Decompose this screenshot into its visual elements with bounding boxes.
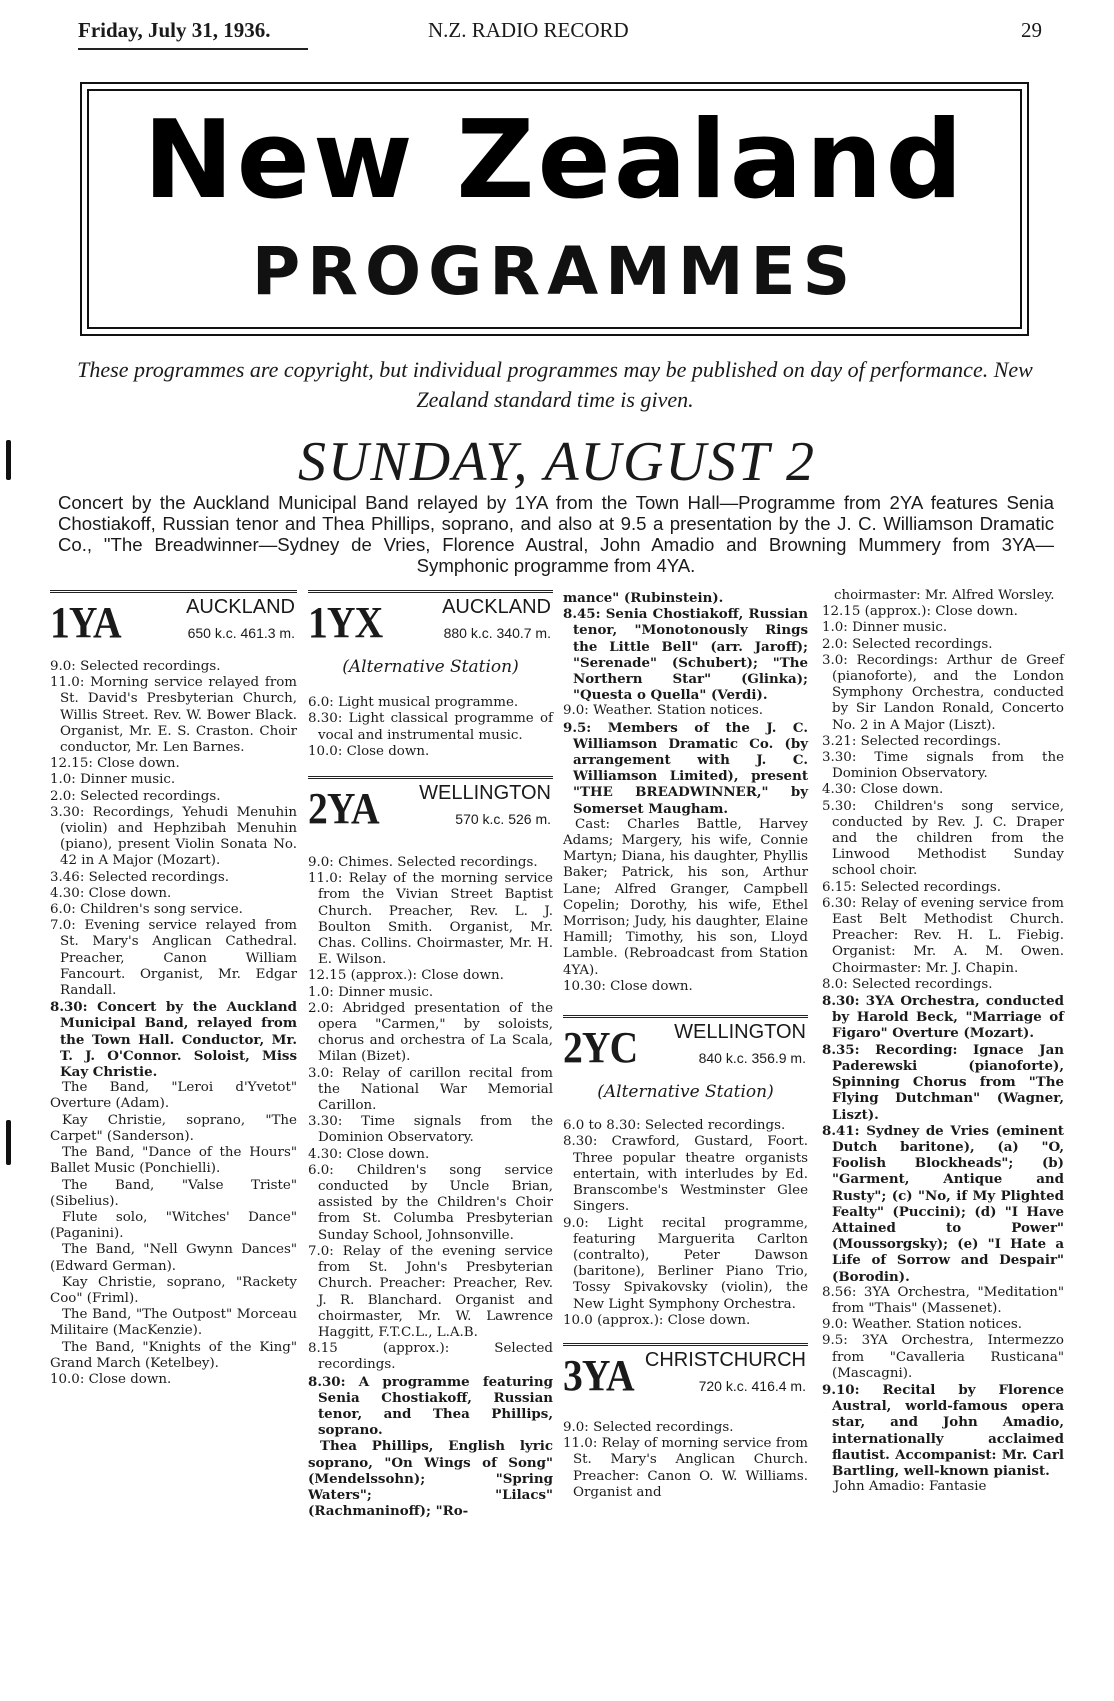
- station-city: AUCKLAND: [186, 596, 295, 618]
- station-city: WELLINGTON: [674, 1021, 806, 1044]
- station-frequency: 720 k.c. 416.4 m.: [698, 1377, 806, 1394]
- programme-item: 6.0: Children's song service conducted by Uncle Brian, assisted by the Children's Choir from St. Columba Presbyterian Sunday School, Johnsonville.: [308, 1162, 553, 1243]
- programme-item: 11.0: Morning service relayed from St. David's Presbyterian Church, Willis Street. Rev. W. Bower Black. Organist, Mr. E. S. Craston. Choir conductor, Mr. Len Barnes.: [50, 675, 297, 756]
- column-3: [563, 590, 808, 1501]
- programme-item: 2.0: Abridged presentation of the opera "Carmen," by soloists, chorus and orchestra of La Scala, Milan (Bizet).: [308, 1000, 553, 1065]
- programme-item: 9.0: Weather. Station notices.: [563, 703, 764, 719]
- programme-item: 3.46: Selected recordings.: [50, 869, 229, 885]
- programme-list-1ya: [50, 659, 297, 1388]
- header-rule: [78, 48, 308, 50]
- station-header-1yx: [308, 590, 553, 655]
- programme-item: 9.0: Selected recordings.: [50, 659, 221, 674]
- programme-item: 3.30: Time signals from the Dominion Observatory.: [308, 1114, 553, 1146]
- programme-item: 9.0: Light recital programme, featuring Marguerita Carlton (contralto), Peter Dawson (baritone), Berliner Piano Trio, Tossy Spivakovsky (violin), the New Light Symphony Orchestra.: [563, 1215, 808, 1312]
- programme-item: 6.0: Children's song service.: [50, 902, 243, 918]
- intro-paragraph: Concert by the Auckland Municipal Band relayed by 1YA from the Town Hall—Programme from 2YA features Senia Chostiakoff, Russian tenor and Thea Phillips, soprano, and also at 9.5 a presentation by the J. C. Williamson Dramatic Co., "The Breadwinner—Sydney de Vries, Florence Austral, John Amadio and Browning Mummery from 3YA—Symphonic programme from 4YA.: [58, 492, 1054, 576]
- station-city: AUCKLAND: [442, 596, 551, 618]
- masthead-title: New Zealand: [143, 98, 966, 223]
- programme-item: 11.0: Relay of morning service from St. Mary's Anglican Church. Preacher: Canon O. W. Williams. Organist and: [563, 1436, 808, 1500]
- programme-item: 12.15 (approx.): Close down.: [822, 604, 1018, 620]
- alternative-station-note: (Alternative Station): [597, 1082, 774, 1103]
- station-code: 3YA: [563, 1350, 634, 1400]
- programme-item: 8.56: 3YA Orchestra, "Meditation" from "Thais" (Massenet).: [822, 1284, 1064, 1316]
- programme-item: 1.0: Dinner music.: [50, 772, 176, 788]
- programme-item: 10.0 (approx.): Close down.: [563, 1312, 751, 1328]
- programme-item: choirmaster: Mr. Alfred Worsley.: [834, 588, 1055, 603]
- station-code: 1YA: [50, 598, 121, 647]
- programme-item: 8.15 (approx.): Selected recordings.: [308, 1341, 553, 1373]
- programme-item: 8.45: Senia Chostiakoff, Russian tenor, "Monotonously Rings the Little Bell" (arr. Jaroff); "Serenade" (Schubert); "The Northern Star" (Glinka); "Questa o Quella" (Verdi).: [563, 606, 808, 704]
- programme-item: 3.0: Relay of carillon recital from the National War Memorial Carillon.: [308, 1065, 553, 1114]
- station-code: 2YA: [308, 784, 379, 834]
- programme-item: 8.30: Crawford, Gustard, Foort. Three popular theatre organists entertain, with interludes by Ed. Branscombe's Westminster Glee Singers.: [563, 1134, 808, 1215]
- programme-item: 3.21: Selected recordings.: [822, 733, 1001, 749]
- programme-item: 3.30: Time signals from the Dominion Observatory.: [822, 750, 1064, 782]
- programme-item: 8.30: Light classical programme of vocal and instrumental music.: [308, 711, 553, 743]
- page-header: [78, 18, 1054, 48]
- station-frequency: 570 k.c. 526 m.: [455, 811, 551, 828]
- programme-item: 6.0: Light musical programme.: [308, 695, 519, 711]
- programme-item: 1.0: Dinner music.: [822, 620, 948, 636]
- masthead-box: [80, 82, 1029, 336]
- station-frequency: 880 k.c. 340.7 m.: [443, 625, 551, 641]
- programme-item: The Band, "The Outpost" Morceau Militaire (MacKenzie).: [50, 1307, 297, 1339]
- programme-item: The Band, "Leroi d'Yvetot" Overture (Adam).: [50, 1080, 297, 1112]
- copyright-note: These programmes are copyright, but individual programmes may be published on day of performance. New Zealand standard time is given.: [77, 357, 1033, 412]
- station-code: 2YC: [563, 1023, 638, 1073]
- programme-item: 9.5: 3YA Orchestra, Intermezzo from "Cavalleria Rusticana" (Mascagni).: [822, 1333, 1064, 1381]
- programme-item: 6.0 to 8.30: Selected recordings.: [563, 1118, 786, 1134]
- programme-item: 9.0: Weather. Station notices.: [822, 1317, 1023, 1333]
- programme-item: 7.0: Evening service relayed from St. Mary's Anglican Cathedral. Preacher, Canon William Fancourt. Organist, Mr. Edgar Randall.: [50, 918, 297, 999]
- programme-item: John Amadio: Fantasie: [834, 1479, 987, 1495]
- programme-item: 9.10: Recital by Florence Austral, world-famous opera star, and John Amadio, internationally acclaimed flautist. Accompanist: Mr. Carl Bartling, well-known pianist.: [822, 1381, 1064, 1479]
- programme-item: 8.0: Selected recordings.: [822, 976, 993, 992]
- programme-item: 10.0: Close down.: [50, 1371, 172, 1387]
- programme-item: 12.15: Close down.: [50, 756, 180, 772]
- page-number: 29: [1021, 18, 1042, 42]
- programme-item: Kay Christie, soprano, "Rackety Coo" (Friml).: [50, 1274, 297, 1306]
- programme-item: mance" (Rubinstein).: [563, 590, 724, 606]
- programme-item: 4.30: Close down.: [50, 885, 172, 901]
- station-code: 1YX: [308, 598, 383, 647]
- programme-item: 8.41: Sydney de Vries (eminent Dutch baritone), (a) "O, Foolish Blockheads"; (b) "Garment, Antique and Rusty"; (c) "No, if My Plighted Fealty" (Puccini); (d) "I Have Attained to Power" (Moussorgsky); (e) "I Hate a Life of Sorrow and Despair" (Borodin).: [822, 1122, 1064, 1285]
- station-city: CHRISTCHURCH: [644, 1348, 806, 1371]
- programme-item: The Band, "Valse Triste" (Sibelius).: [50, 1177, 297, 1209]
- issue-date: Friday, July 31, 1936.: [78, 18, 271, 42]
- programme-item: 4.30: Close down.: [308, 1146, 430, 1162]
- programme-item: 2.0: Selected recordings.: [822, 636, 993, 652]
- station-header-3ya: [563, 1343, 808, 1408]
- programme-item: The Band, "Nell Gwynn Dances" (Edward German).: [50, 1242, 297, 1274]
- programme-item: Cast: Charles Battle, Harvey Adams; Margery, his wife, Connie Martyn; Diana, his daughter, Phyllis Baker; Patrick, his son, Arthur Lane; Alfred Granger, Campbell Copelin; Dorothy, his wife, Ethel Morrison; Judy, his daughter, Elaine Hamill; Timothy, his son, Lloyd Lamble. (Rebroadcast from Station 4YA).: [563, 816, 808, 978]
- programme-item: 8.30: Concert by the Auckland Municipal Band, relayed from the Town Hall. Conductor, Mr. T. J. O'Connor. Soloist, Miss Kay Christie.: [50, 999, 297, 1081]
- programme-item: The Band, "Knights of the King" Grand March (Ketelbey).: [50, 1339, 297, 1371]
- programme-item: 10.0: Close down.: [308, 743, 430, 759]
- publication-name: N.Z. RADIO RECORD: [428, 18, 629, 42]
- programme-item: 6.30: Relay of evening service from East Belt Methodist Church. Preacher: Rev. H. L. Fiebig. Organist: Mr. A. M. Owen. Choirmaster: Mr. J. Chapin.: [822, 895, 1064, 976]
- station-header-1ya: [50, 590, 297, 655]
- station-header-2yc: [563, 1015, 808, 1080]
- programme-item: Flute solo, "Witches' Dance" (Paganini).: [50, 1209, 297, 1242]
- programme-item: 1.0: Dinner music.: [308, 984, 434, 1000]
- programme-item: 3.0: Recordings: Arthur de Greef (pianoforte), and the London Symphony Orchestra, conducted by Sir Landon Ronald, Concerto No. 2 in A Major (Liszt).: [822, 652, 1064, 733]
- programme-item: 5.30: Children's song service, conducted by Rev. J. C. Draper and the children from the Linwood Methodist Sunday school choir.: [822, 798, 1064, 879]
- programme-item: 8.30: 3YA Orchestra, conducted by Harold Beck, "Marriage of Figaro" Overture (Mozart).: [822, 993, 1064, 1042]
- column-2: [308, 590, 553, 1519]
- station-header-2ya: [308, 776, 553, 841]
- programme-item: 8.30: A programme featuring Senia Chostiakoff, Russian tenor, and Thea Phillips, soprano.: [308, 1373, 553, 1439]
- station-frequency: 650 k.c. 461.3 m.: [187, 625, 295, 641]
- programme-item: The Band, "Dance of the Hours" Ballet Music (Ponchielli).: [50, 1145, 297, 1177]
- programme-item: 11.0: Relay of the morning service from the Vivian Street Baptist Church. Preacher, Rev. L. J. Boulton Smith. Organist, Mr. Chas. Collins. Choirmaster, Mr. H. E. Wilson.: [308, 871, 553, 968]
- programme-item: 9.0: Selected recordings.: [563, 1419, 734, 1435]
- station-city: WELLINGTON: [419, 782, 551, 805]
- programme-item: 9.0: Chimes. Selected recordings.: [308, 855, 538, 871]
- programme-item: Thea Phillips, English lyric soprano, "On Wings of Song" (Mendelssohn); "Spring Waters"; "Lilacs" (Rachmaninoff); "Ro-: [308, 1438, 553, 1520]
- programme-item: 9.5: Members of the J. C. Williamson Dramatic Co. (by arrangement with J. C. Williamson Limited), present "THE BREADWINNER," by Somerset Maugham.: [563, 719, 808, 817]
- binding-hole-mark: [6, 1120, 11, 1165]
- programme-item: 6.15: Selected recordings.: [822, 879, 1001, 895]
- programme-item: 2.0: Selected recordings.: [50, 788, 221, 804]
- programme-item: 3.30: Recordings, Yehudi Menuhin (violin) and Hephzibah Menuhin (piano), present Violin Sonata No. 42 in A Major (Mozart).: [50, 804, 297, 869]
- day-heading: SUNDAY, AUGUST 2: [297, 431, 816, 493]
- column-1: [50, 590, 297, 1388]
- programme-item: 8.35: Recording: Ignace Jan Paderewski (pianoforte), Spinning Chorus from "The Flying Dutchman" (Wagner, Liszt).: [822, 1041, 1064, 1123]
- programme-item: 10.30: Close down.: [563, 978, 693, 994]
- programme-item: 7.0: Relay of the evening service from St. John's Presbyterian Church. Preacher: Preacher, Rev. J. R. Blanchard. Organist and choirmaster, Mr. W. Lawrence Haggitt, F.T.C.L., L.A.B.: [308, 1243, 553, 1340]
- programme-item: 4.30: Close down.: [822, 782, 944, 798]
- programme-item: Kay Christie, soprano, "The Carpet" (Sanderson).: [50, 1112, 297, 1144]
- column-4: [822, 588, 1064, 1495]
- programme-item: 12.15 (approx.): Close down.: [308, 968, 504, 984]
- station-frequency: 840 k.c. 356.9 m.: [698, 1050, 806, 1067]
- alternative-station-note: (Alternative Station): [342, 657, 519, 677]
- masthead-subtitle: PROGRAMMES: [251, 233, 858, 310]
